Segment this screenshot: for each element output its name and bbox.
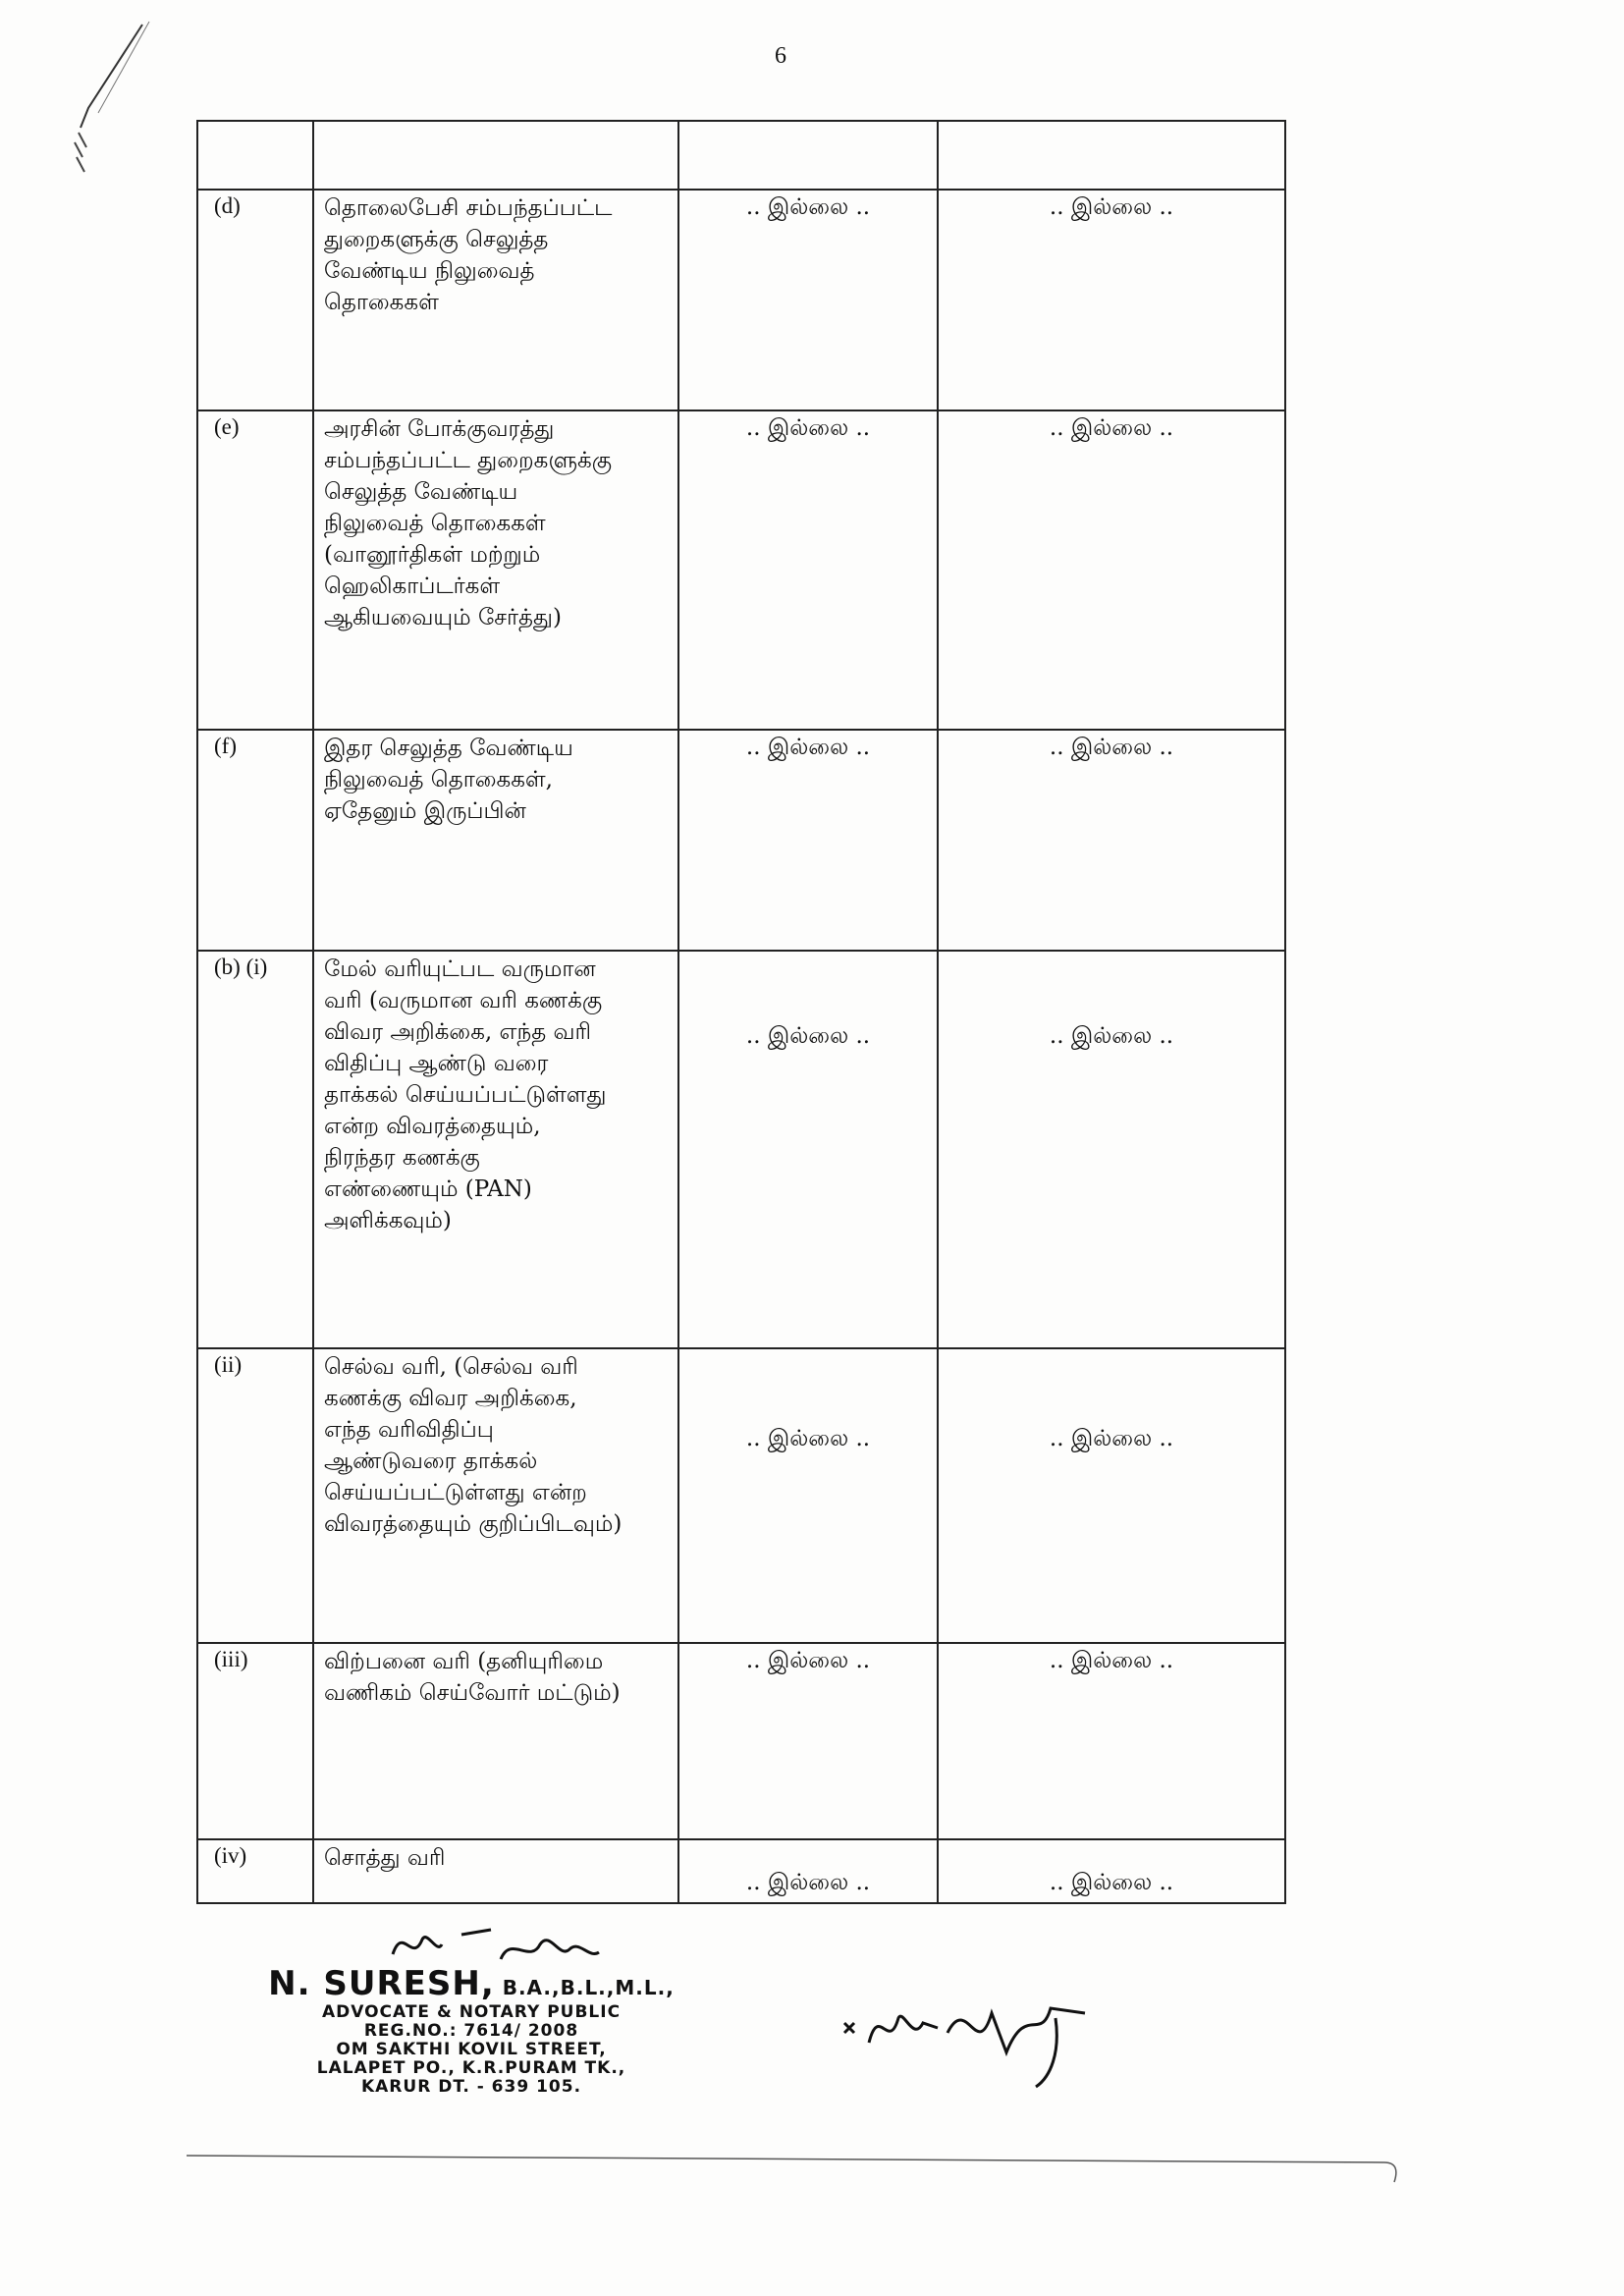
deponent-signature (830, 1984, 1124, 2102)
notary-name (265, 1964, 677, 2003)
stamp-line: OM SAKTHI KOVIL STREET, (336, 2040, 607, 2059)
row-value-1: .. இல்லை .. (678, 410, 938, 730)
table-row (197, 1348, 1285, 1643)
row-description (313, 121, 678, 190)
row-value-1: .. இல்லை .. (678, 1643, 938, 1839)
row-id: (e) (197, 410, 313, 730)
row-value-1 (678, 121, 938, 190)
row-description: மேல் வரியுட்பட வருமான வரி (வருமான வரி கணக்கு விவர அறிக்கை, எந்த வரி விதிப்பு ஆண்டு வரை தாக்கல் செய்யப்பட்டுள்ளது என்ற விவரத்தையும், நிரந்தர கணக்கு எண்ணையும் (PAN) அளிக்கவும்) (313, 951, 678, 1348)
table-row (197, 1839, 1285, 1903)
row-value-2: .. இல்லை .. (938, 1839, 1285, 1903)
page-number: 6 (775, 43, 786, 69)
row-description: இதர செலுத்த வேண்டிய நிலுவைத் தொகைகள், ஏதேனும் இருப்பின் (313, 730, 678, 951)
row-value-2 (938, 121, 1285, 190)
row-id: (iv) (197, 1839, 313, 1903)
row-id: (f) (197, 730, 313, 951)
notary-name-text: N. SURESH, (268, 1964, 495, 2003)
table-row (197, 121, 1285, 190)
margin-fold-mark (69, 20, 216, 187)
table-row (197, 190, 1285, 410)
table-row (197, 730, 1285, 951)
table-row (197, 410, 1285, 730)
row-value-1: .. இல்லை .. (678, 730, 938, 951)
row-value-2: .. இல்லை .. (938, 410, 1285, 730)
row-description: விற்பனை வரி (தனியுரிமை வணிகம் செய்வோர் மட்டும்) (313, 1643, 678, 1839)
page-bottom-rule (187, 2151, 1404, 2190)
dues-table (196, 120, 1286, 1904)
table-row (197, 951, 1285, 1348)
row-value-1: .. இல்லை .. (678, 951, 938, 1348)
row-id: (d) (197, 190, 313, 410)
row-value-1: .. இல்லை .. (678, 1348, 938, 1643)
row-value-1: .. இல்லை .. (678, 190, 938, 410)
stamp-line: REG.NO.: 7614/ 2008 (363, 2021, 579, 2041)
row-value-2: .. இல்லை .. (938, 730, 1285, 951)
stamp-line: ADVOCATE & NOTARY PUBLIC (321, 2002, 622, 2022)
row-description: செல்வ வரி, (செல்வ வரி கணக்கு விவர அறிக்கை, எந்த வரிவிதிப்பு ஆண்டுவரை தாக்கல் செய்யப்பட்டுள்ளது என்ற விவரத்தையும் குறிப்பிடவும்) (313, 1348, 678, 1643)
notary-stamp (265, 1964, 677, 2097)
row-description: சொத்து வரி (313, 1839, 678, 1903)
notary-qualifications: B.A.,B.L.,M.L., (494, 1976, 675, 1999)
row-value-2: .. இல்லை .. (938, 1643, 1285, 1839)
row-value-2: .. இல்லை .. (938, 1348, 1285, 1643)
row-id: (iii) (197, 1643, 313, 1839)
row-value-1: .. இல்லை .. (678, 1839, 938, 1903)
row-value-2: .. இல்லை .. (938, 951, 1285, 1348)
stamp-line: LALAPET PO., K.R.PURAM TK., (316, 2058, 626, 2078)
table-row (197, 1643, 1285, 1839)
row-description: தொலைபேசி சம்பந்தப்பட்ட துறைகளுக்கு செலுத்த வேண்டிய நிலுவைத் தொகைகள் (313, 190, 678, 410)
row-value-2: .. இல்லை .. (938, 190, 1285, 410)
stamp-line: KARUR DT. - 639 105. (360, 2077, 582, 2097)
row-description: அரசின் போக்குவரத்து சம்பந்தப்பட்ட துறைகளுக்கு செலுத்த வேண்டிய நிலுவைத் தொகைகள் (வானூர்திகள் மற்றும் ஹெலிகாப்டர்கள் ஆகியவையும் சேர்த்து) (313, 410, 678, 730)
row-id: (ii) (197, 1348, 313, 1643)
row-id: (b) (i) (197, 951, 313, 1348)
row-id (197, 121, 313, 190)
